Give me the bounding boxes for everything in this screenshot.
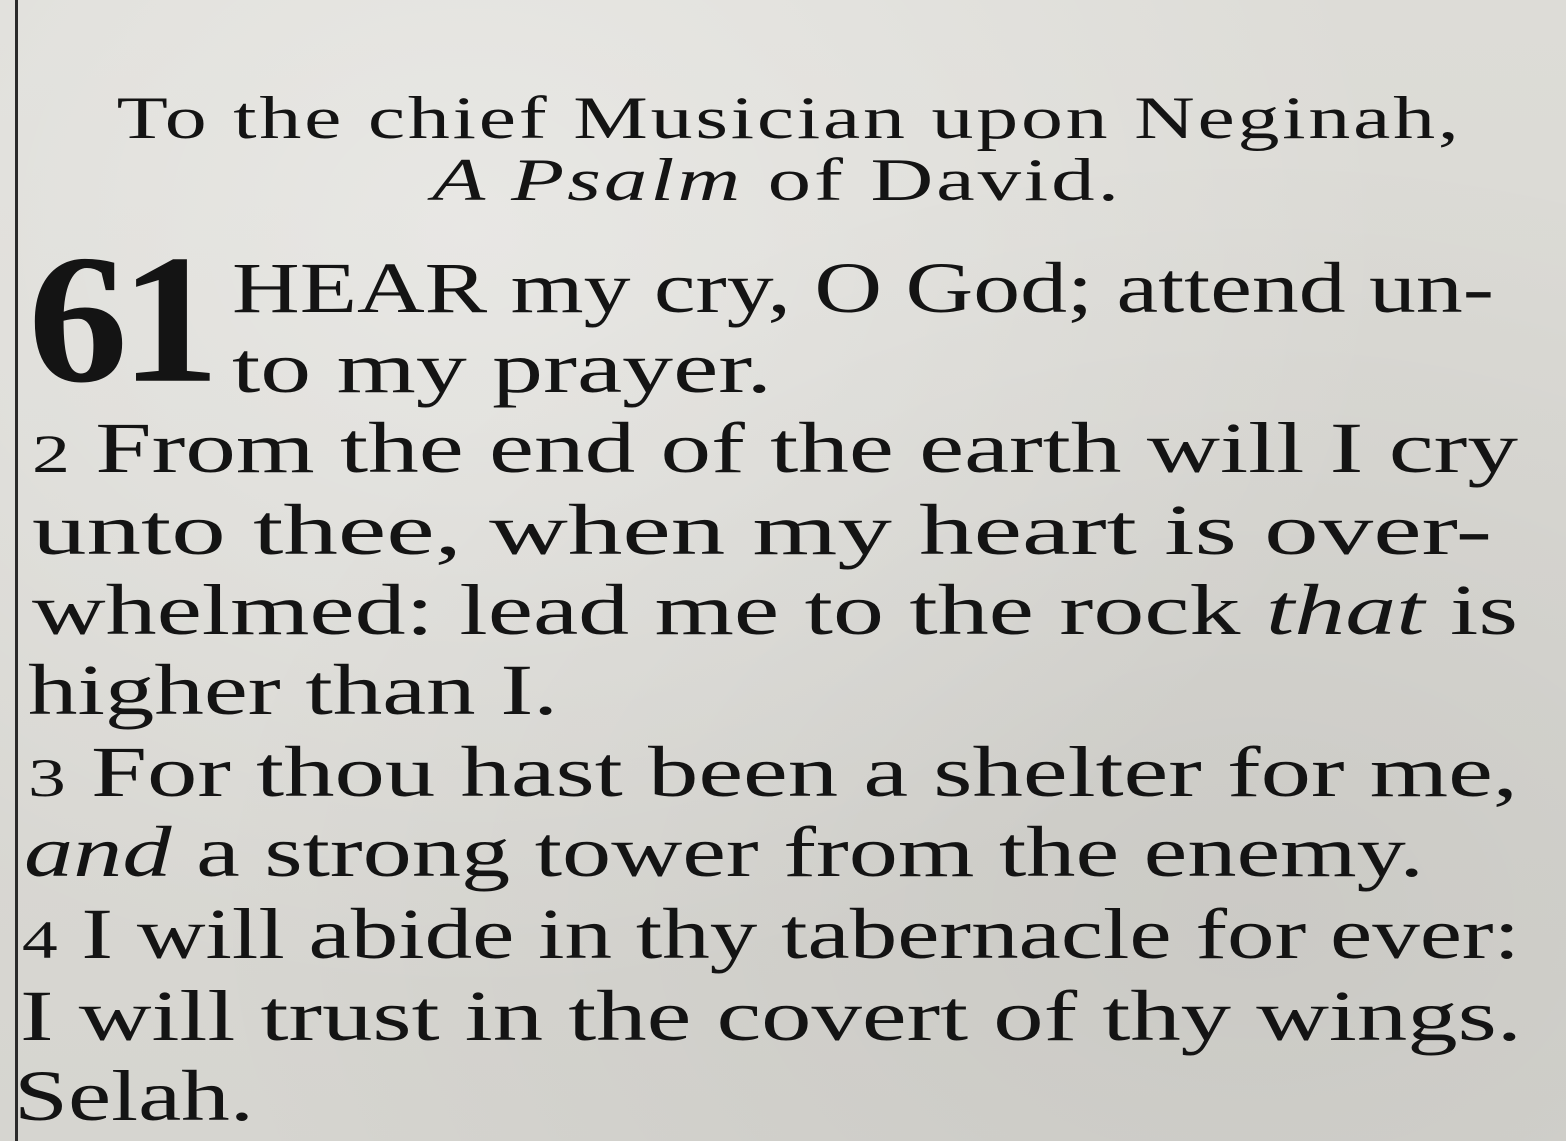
text-line	[32, 570, 1518, 650]
text-line	[32, 490, 1492, 570]
verse-text: whelmed: lead me to the rock	[32, 570, 1266, 650]
verse-number: 3	[28, 748, 66, 808]
verse-text: For thou hast been a shelter for me,	[65, 732, 1518, 812]
text-line	[22, 894, 1520, 974]
text-line	[20, 976, 1522, 1056]
text-line	[232, 328, 772, 408]
text-line	[32, 408, 1519, 488]
verse-text: I will trust in the covert of thy wings.	[20, 976, 1522, 1056]
text-line	[28, 732, 1518, 812]
verse-text: HEAR my cry, O God; attend un-	[232, 248, 1494, 328]
text-line	[24, 812, 1425, 892]
superscription-italic: A Psalm	[431, 147, 743, 213]
verse-text: is	[1424, 570, 1518, 650]
verse-text: Selah.	[14, 1056, 254, 1136]
verse-text: to my prayer.	[232, 328, 772, 408]
text-line	[232, 248, 1494, 328]
verse-text: unto thee, when my heart is over-	[32, 490, 1492, 570]
italic-text: that	[1265, 570, 1425, 650]
verse-text: higher than I.	[28, 650, 558, 730]
text-line	[14, 1056, 254, 1136]
text-line	[28, 650, 558, 730]
superscription-line-2	[0, 147, 1566, 213]
superscription-text: To the chief Musician upon Neginah,	[116, 85, 1462, 151]
verse-text: I will abide in thy tabernacle for ever:	[57, 894, 1520, 974]
superscription-line-1	[0, 85, 1566, 151]
verse-text: From the end of the earth will I cry	[69, 408, 1519, 488]
superscription-rest: of David.	[742, 147, 1122, 213]
italic-text: and	[24, 812, 172, 892]
verse-number: 4	[22, 910, 58, 970]
verse-text: a strong tower from the enemy.	[171, 812, 1425, 892]
chapter-number: 61	[28, 217, 212, 422]
superscription-line-2-inner	[431, 147, 1122, 213]
verse-number: 2	[32, 424, 70, 484]
